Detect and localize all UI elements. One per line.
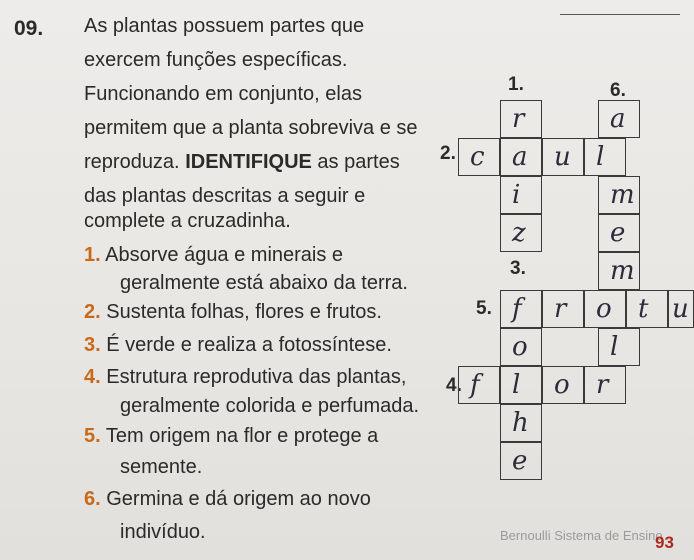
- cw-answer: a: [610, 104, 626, 134]
- intro-line-1: As plantas possuem partes que: [84, 15, 365, 37]
- intro-line-3: Funcionando em conjunto, elas: [84, 83, 362, 105]
- clue-2-number: 2.: [84, 301, 101, 323]
- clue-5-text-1: Tem origem na flor e protege a: [105, 425, 379, 447]
- cw-answer: m: [610, 256, 635, 286]
- intro-line-5-a: reproduza.: [84, 151, 180, 173]
- clue-5-number: 5.: [84, 425, 101, 447]
- cw-cell[interactable]: [584, 138, 626, 176]
- cw-answer: e: [610, 218, 626, 248]
- intro-line-7: complete a cruzadinha.: [84, 210, 291, 232]
- cw-cell[interactable]: [500, 366, 542, 404]
- cw-answer: f: [512, 294, 522, 324]
- clue-1-text-1: Absorve água e minerais e: [105, 244, 344, 266]
- cw-cell[interactable]: [500, 176, 542, 214]
- cw-answer: z: [512, 218, 526, 248]
- clue-1-number: 1.: [84, 244, 101, 266]
- cw-answer: h: [512, 408, 529, 438]
- cw-answer: u: [672, 294, 689, 324]
- cw-label-4: 4.: [446, 375, 462, 396]
- clue-5-text-2: semente.: [120, 456, 203, 478]
- clue-4-text-1: Estrutura reprodutiva das plantas,: [106, 366, 407, 388]
- cw-answer: f: [470, 370, 480, 400]
- cw-answer: u: [554, 142, 571, 172]
- cw-answer: e: [512, 446, 528, 476]
- clue-3-number: 3.: [84, 334, 101, 356]
- question-number: 09.: [14, 17, 44, 40]
- clue-6-text-1: Germina e dá origem ao novo: [106, 488, 371, 510]
- clue-1-text-2: geralmente está abaixo da terra.: [120, 272, 408, 294]
- cw-answer: o: [512, 332, 528, 362]
- intro-line-2: exercem funções específicas.: [84, 49, 348, 71]
- clue-4-number: 4.: [84, 366, 101, 388]
- instruction-keyword: IDENTIFIQUE: [185, 151, 312, 173]
- clue-4-text-2: geralmente colorida e perfumada.: [120, 395, 420, 417]
- cw-answer: r: [554, 294, 567, 324]
- clue-6-number: 6.: [84, 488, 101, 510]
- cw-answer: l: [512, 370, 521, 400]
- cw-answer: o: [596, 294, 612, 324]
- cw-answer: t: [638, 294, 649, 324]
- cw-label-6: 6.: [610, 80, 626, 101]
- clue-6-text-2: indivíduo.: [120, 521, 206, 543]
- cw-answer: l: [610, 332, 619, 362]
- cw-answer: m: [610, 180, 635, 210]
- publisher-footer: Bernoulli Sistema de Ensino: [500, 528, 663, 543]
- cw-answer: c: [470, 142, 485, 172]
- cw-answer: r: [512, 104, 525, 134]
- cw-cell[interactable]: [598, 328, 640, 366]
- intro-line-6: das plantas descritas a seguir e: [84, 185, 366, 207]
- clue-2-text: Sustenta folhas, flores e frutos.: [106, 301, 382, 323]
- cw-answer: l: [596, 142, 605, 172]
- clue-3-text: É verde e realiza a fotossíntese.: [106, 334, 392, 356]
- page-number: 93: [655, 533, 674, 552]
- intro-line-4: permitem que a planta sobreviva e se: [84, 117, 418, 139]
- cw-label-5: 5.: [476, 298, 492, 319]
- cw-answer: o: [554, 370, 570, 400]
- cw-label-2: 2.: [440, 143, 456, 164]
- cw-answer: a: [512, 142, 528, 172]
- cw-answer: i: [512, 180, 521, 210]
- cw-label-1: 1.: [508, 74, 524, 95]
- cw-answer: r: [596, 370, 609, 400]
- cw-label-3: 3.: [510, 258, 526, 279]
- intro-line-5-b: as partes: [317, 151, 400, 173]
